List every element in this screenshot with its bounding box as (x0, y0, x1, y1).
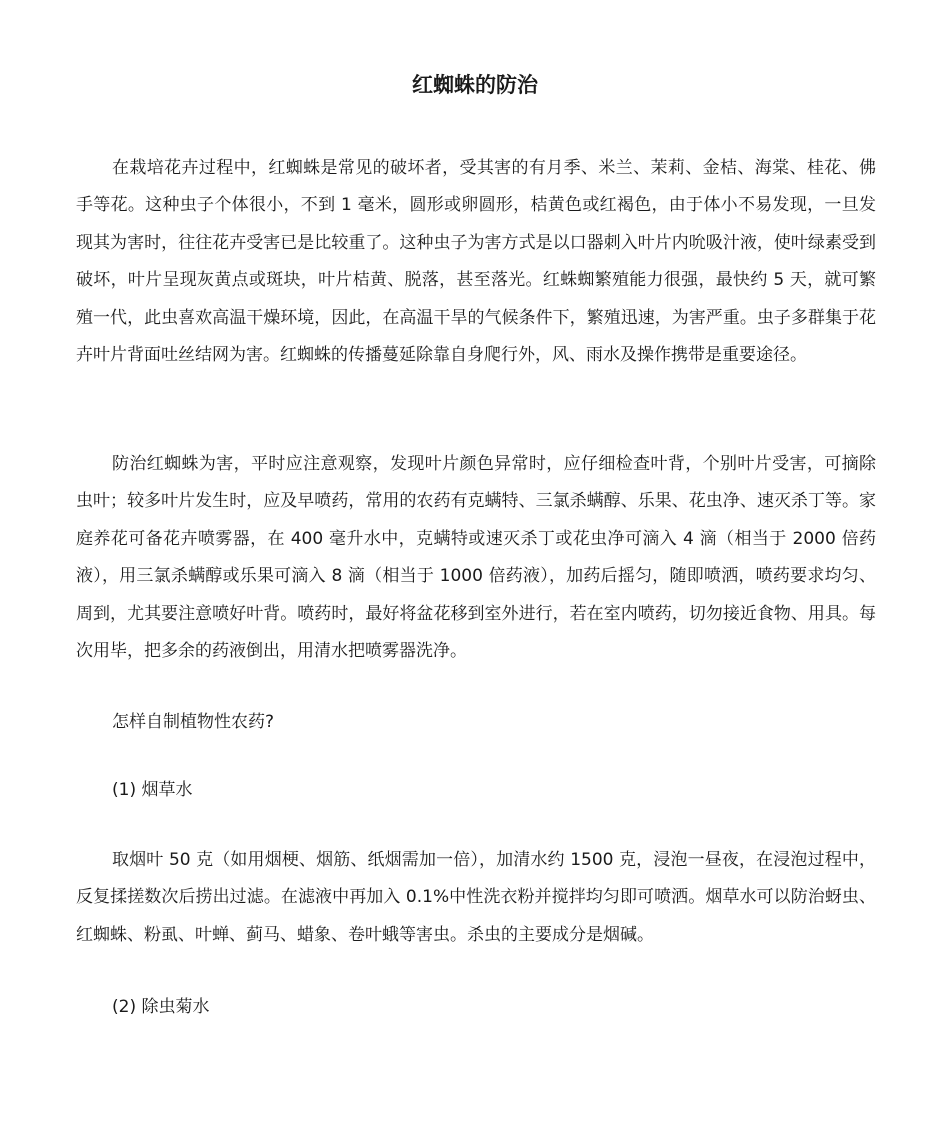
paragraph-control: 防治红蜘蛛为害，平时应注意观察，发现叶片颜色异常时，应仔细检查叶背，个别叶片受害，可摘除虫叶；较多叶片发生时，应及早喷药，常用的农药有克螨特、三氯杀螨醇、乐果、花虫净、速灭杀丁等。家庭养花可备花卉喷雾器，在 400 毫升水中，克螨特或速灭杀丁或花虫净可滴入 4 滴（相当于 2000 倍药液），用三氯杀螨醇或乐果可滴入 8 滴（相当于 1000 倍药液），加药后摇匀，随即喷洒，喷药要求均匀、周到，尤其要注意喷好叶背。喷药时，最好将盆花移到室外进行，若在室内喷药，切勿接近食物、用具。每次用毕，把多余的药液倒出，用清水把喷雾器洗净。 (76, 454, 876, 662)
heading-tobacco-water: (1) 烟草水 (112, 780, 193, 800)
paragraph-intro: 在栽培花卉过程中，红蜘蛛是常见的破坏者，受其害的有月季、米兰、茉莉、金桔、海棠、桂花、佛手等花。这种虫子个体很小，不到 1 毫米，圆形或卵圆形，桔黄色或红褐色，由于体小不易发现，一旦发现其为害时，往往花卉受害已是比较重了。这种虫子为害方式是以口器刺入叶片内吮吸汁液，使叶绿素受到破坏，叶片呈现灰黄点或斑块，叶片桔黄、脱落，甚至落光。红蛛蜘繁殖能力很强，最快约 5 天，就可繁殖一代，此虫喜欢高温干燥环境，因此，在高温干旱的气候条件下，繁殖迅速，为害严重。虫子多群集于花卉叶片背面吐丝结网为害。红蜘蛛的传播蔓延除靠自身爬行外，风、雨水及操作携带是重要途径。 (76, 158, 876, 366)
heading-pyrethrum-water: (2) 除虫菊水 (112, 997, 210, 1017)
paragraph-question: 怎样自制植物性农药? (112, 712, 275, 732)
paragraph-tobacco-water: 取烟叶 50 克（如用烟梗、烟筋、纸烟需加一倍），加清水约 1500 克，浸泡一昼夜，在浸泡过程中，反复揉搓数次后捞出过滤。在滤液中再加入 0.1%中性洗衣粉并搅拌均匀即可喷洒。烟草水可以防治蚜虫、红蜘蛛、粉虱、叶蝉、蓟马、蜡象、卷叶蛾等害虫。杀虫的主要成分是烟碱。 (76, 850, 876, 945)
document-title: 红蜘蛛的防治 (412, 73, 538, 97)
